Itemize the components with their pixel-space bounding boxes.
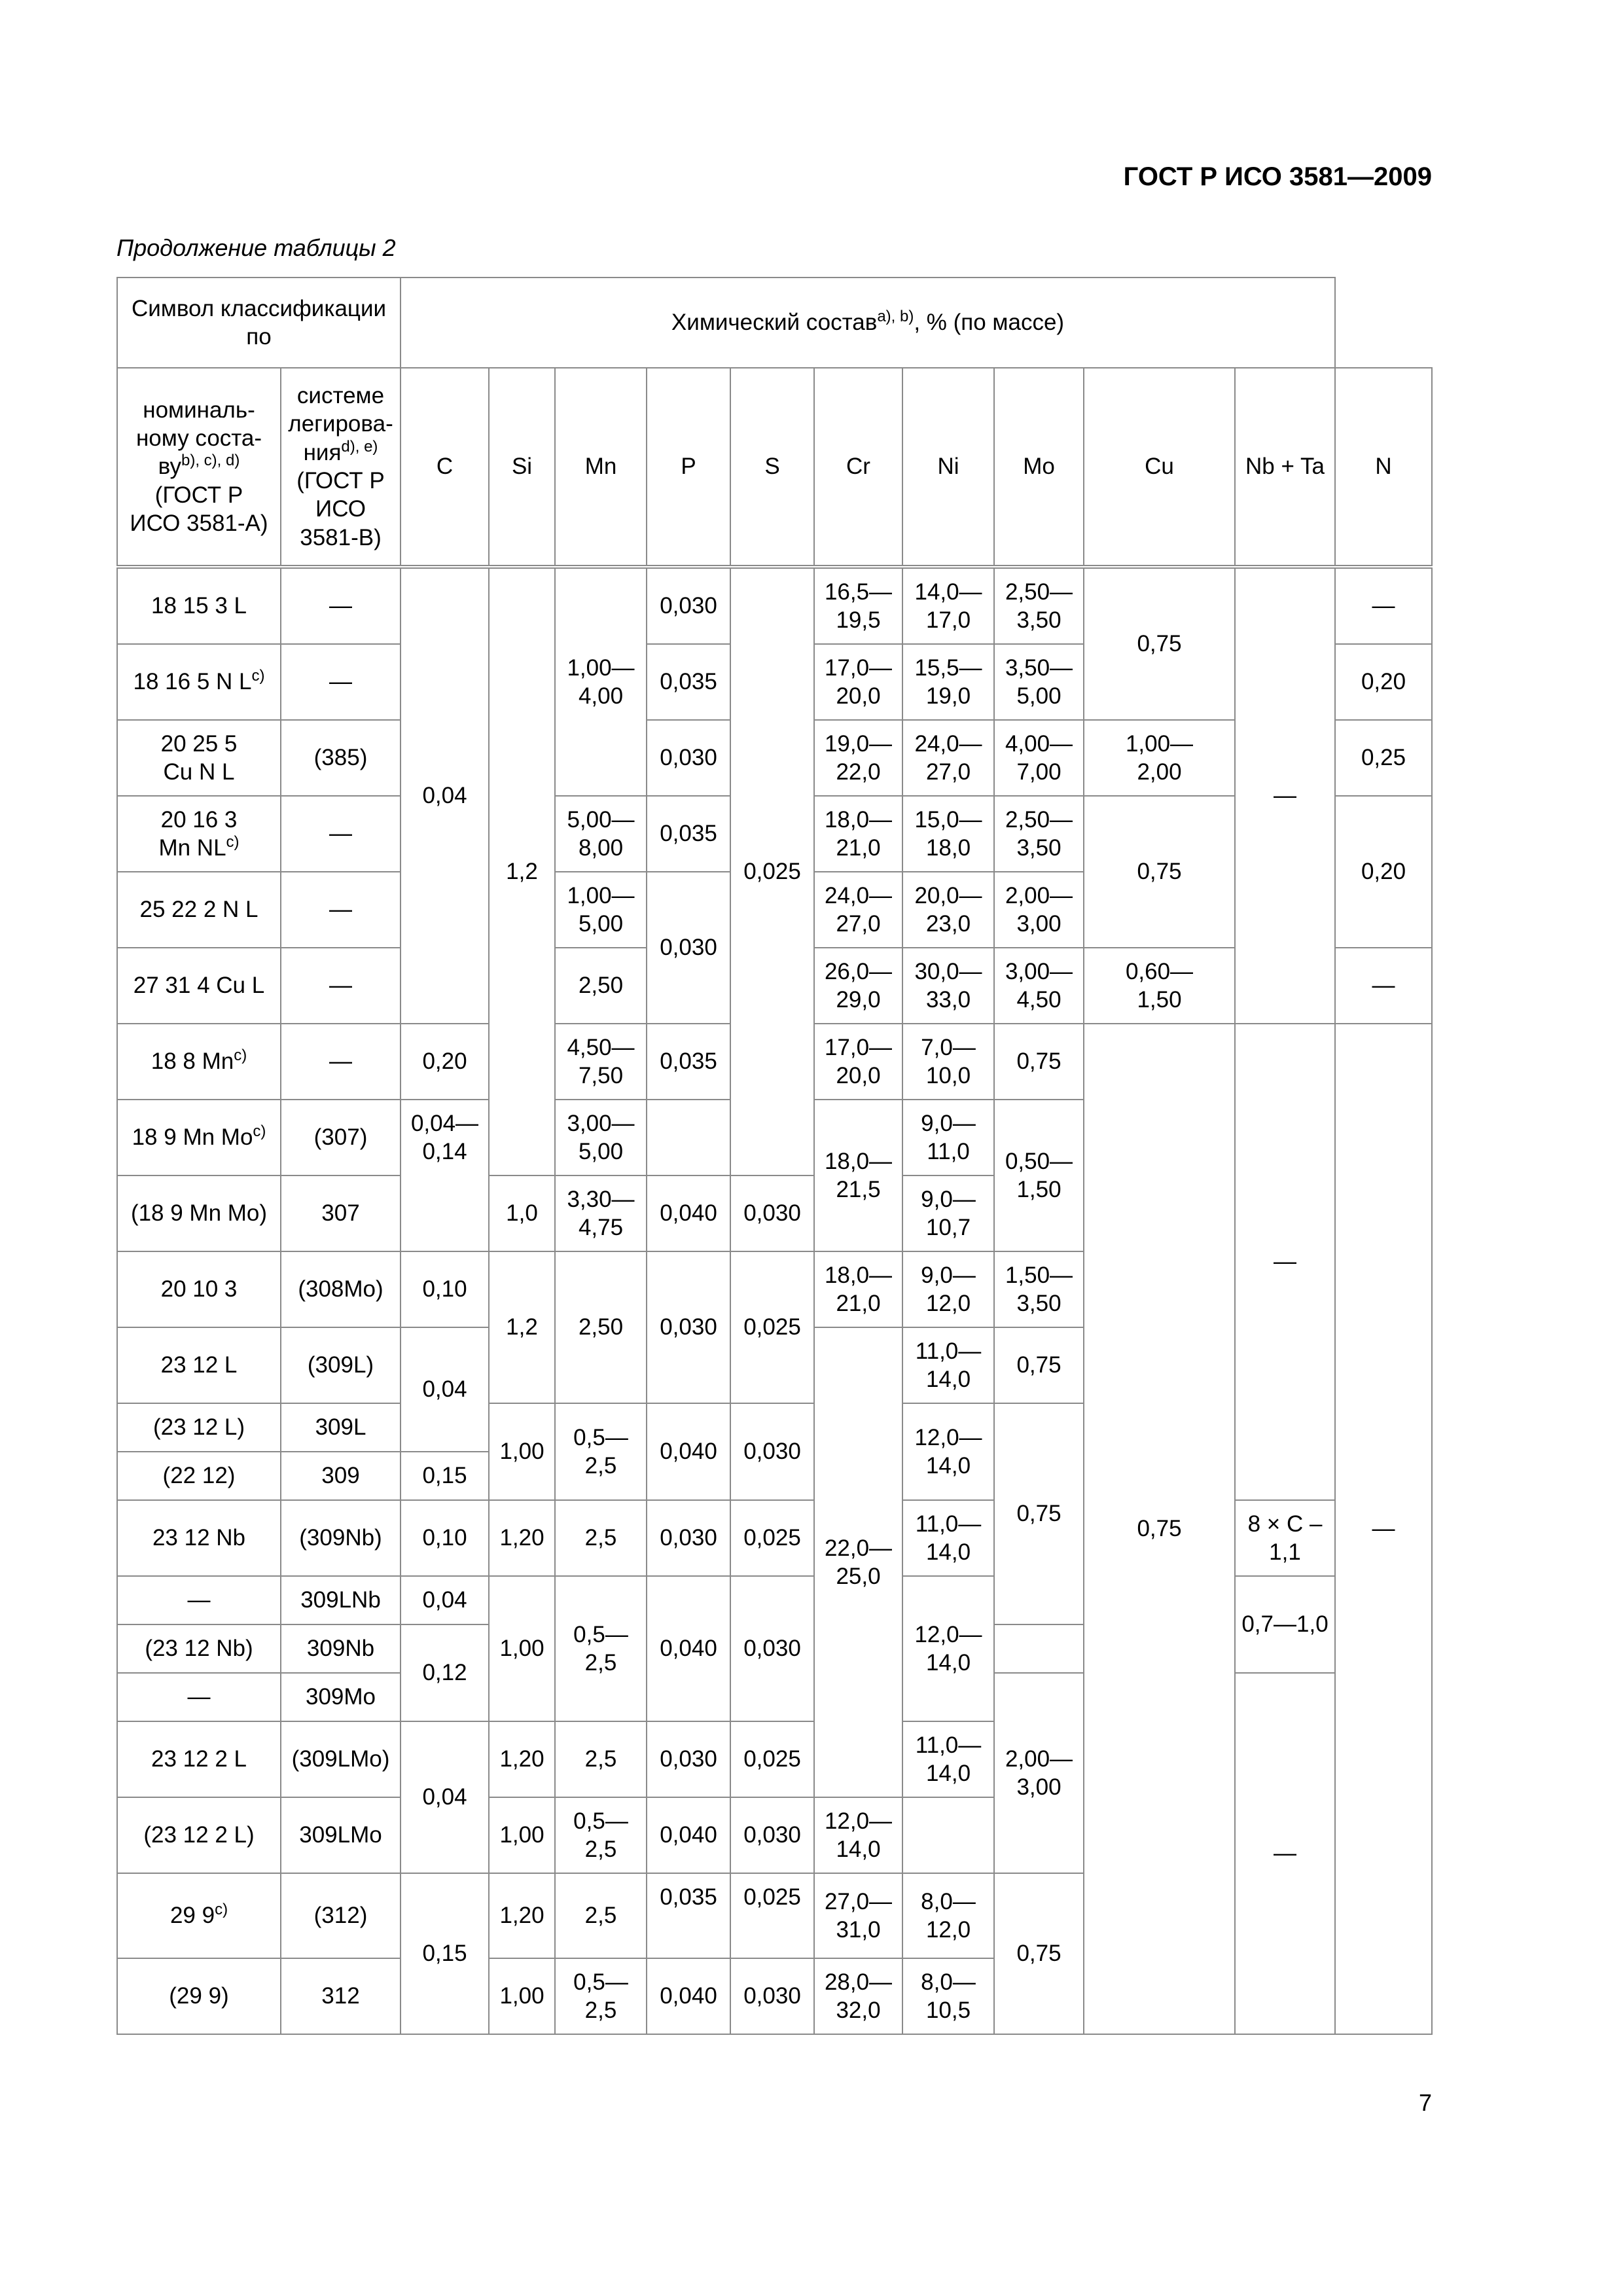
mn-cell: 0,5— 2,5 bbox=[555, 1958, 647, 2034]
alloy-cell: 309L bbox=[281, 1403, 401, 1452]
header-classification-symbol: Символ классификации по bbox=[117, 278, 401, 368]
header-element-p: P bbox=[647, 368, 730, 567]
nominal-text: 18 9 Mn Mo bbox=[132, 1124, 253, 1151]
alloy-cell: 309Mo bbox=[281, 1673, 401, 1721]
si-cell: 1,20 bbox=[489, 1721, 555, 1797]
mo-cell: 0,75 bbox=[994, 1024, 1084, 1100]
p-cell: 0,040 bbox=[647, 1797, 730, 1873]
mn-cell: 0,5— 2,5 bbox=[555, 1403, 647, 1500]
alloy-cell: — bbox=[281, 796, 401, 872]
nominal-cell: 23 12 Nb bbox=[117, 1500, 281, 1576]
si-cell: 1,0 bbox=[489, 1175, 555, 1251]
cu-cell: 0,75 bbox=[1084, 1024, 1235, 2034]
page-number: 7 bbox=[1418, 2089, 1432, 2116]
mo-cell: 0,75 bbox=[994, 1403, 1084, 1624]
mn-cell: 2,5 bbox=[555, 1500, 647, 1576]
n-cell: — bbox=[1335, 948, 1432, 1024]
composition-footnote: a), b) bbox=[877, 308, 914, 326]
nominal-cell: — bbox=[117, 1576, 281, 1624]
alloy-cell: (309Nb) bbox=[281, 1500, 401, 1576]
composition-label: Химический состав bbox=[671, 310, 878, 336]
alloy-cell: 307 bbox=[281, 1175, 401, 1251]
ni-cell: 11,0— 14,0 bbox=[902, 1500, 994, 1576]
s-cell: 0,030 bbox=[730, 1576, 814, 1721]
header-element-n: N bbox=[1335, 368, 1432, 567]
si-cell: 1,2 bbox=[489, 567, 555, 1175]
nominal-footnote: b), c), d) bbox=[181, 452, 240, 470]
nb-ta-cell: 8 × C – 1,1 bbox=[1235, 1500, 1335, 1576]
nominal-footnote: c) bbox=[251, 667, 265, 685]
cr-cell: 28,0— 32,0 bbox=[814, 1958, 902, 2034]
composition-unit: , % (по массе) bbox=[914, 310, 1065, 336]
s-cell: 0,025 bbox=[730, 1873, 814, 1958]
p-cell: 0,040 bbox=[647, 1576, 730, 1721]
cr-cell: 17,0— 20,0 bbox=[814, 644, 902, 720]
header-element-cu: Cu bbox=[1084, 368, 1235, 567]
ni-cell: 9,0— 10,7 bbox=[902, 1175, 994, 1251]
nominal-footnote: c) bbox=[226, 833, 240, 851]
ni-cell: 11,0— 14,0 bbox=[902, 1327, 994, 1403]
cr-cell: 18,0— 21,0 bbox=[814, 1251, 902, 1327]
cr-cell: 26,0— 29,0 bbox=[814, 948, 902, 1024]
si-cell: 1,20 bbox=[489, 1873, 555, 1958]
p-cell: 0,035 bbox=[647, 644, 730, 720]
alloy-standard: (ГОСТ Р ИСО 3581-В) bbox=[296, 468, 385, 550]
si-cell: 1,00 bbox=[489, 1576, 555, 1721]
c-cell: 0,15 bbox=[401, 1452, 489, 1500]
header-element-nb-ta: Nb + Ta bbox=[1235, 368, 1335, 567]
nominal-cell: 25 22 2 N L bbox=[117, 872, 281, 948]
header-chemical-composition bbox=[401, 278, 1335, 368]
p-cell: 0,035 bbox=[647, 1024, 730, 1100]
nb-ta-cell: — bbox=[1235, 1024, 1335, 1500]
ni-cell: 9,0— 12,0 bbox=[902, 1251, 994, 1327]
nominal-cell bbox=[117, 1100, 281, 1175]
c-cell: 0,15 bbox=[401, 1873, 489, 2034]
table-row bbox=[117, 567, 1432, 644]
n-cell: 0,25 bbox=[1335, 720, 1432, 796]
mn-cell: 2,50 bbox=[555, 1251, 647, 1403]
header-element-ni: Ni bbox=[902, 368, 994, 567]
p-cell: 0,030 bbox=[647, 567, 730, 644]
cr-cell: 18,0— 21,5 bbox=[814, 1100, 902, 1251]
cu-cell: 1,00— 2,00 bbox=[1084, 720, 1235, 796]
nominal-label: номиналь- ному соста- ву bbox=[135, 397, 262, 480]
composition-table bbox=[116, 277, 1433, 2035]
mn-cell: 4,50— 7,50 bbox=[555, 1024, 647, 1100]
mo-cell: 4,00— 7,00 bbox=[994, 720, 1084, 796]
n-cell: — bbox=[1335, 1024, 1432, 2034]
mo-cell: 3,50— 5,00 bbox=[994, 644, 1084, 720]
alloy-cell: 312 bbox=[281, 1958, 401, 2034]
mn-cell: 2,5 bbox=[555, 1873, 647, 1958]
alloy-cell: 309Nb bbox=[281, 1624, 401, 1673]
s-cell: 0,025 bbox=[730, 1500, 814, 1576]
header-element-s: S bbox=[730, 368, 814, 567]
n-cell: 0,20 bbox=[1335, 796, 1432, 948]
cu-cell: 0,75 bbox=[1084, 567, 1235, 720]
s-cell: 0,025 bbox=[730, 1721, 814, 1797]
document-code: ГОСТ Р ИСО 3581—2009 bbox=[1123, 162, 1432, 191]
cr-cell: 18,0— 21,0 bbox=[814, 796, 902, 872]
mo-cell: 1,50— 3,50 bbox=[994, 1251, 1084, 1327]
nominal-footnote: c) bbox=[215, 1901, 228, 1919]
nominal-text: 20 16 3 Mn NL bbox=[158, 806, 238, 861]
ni-cell: 12,0— 14,0 bbox=[814, 1797, 902, 1873]
table-caption: Продолжение таблицы 2 bbox=[116, 234, 396, 261]
ni-cell: 30,0— 33,0 bbox=[902, 948, 994, 1024]
p-cell: 0,030 bbox=[647, 872, 730, 1024]
header-alloy-system bbox=[281, 368, 401, 567]
mn-cell: 3,00— 5,00 bbox=[555, 1100, 647, 1175]
si-cell: 1,20 bbox=[489, 1500, 555, 1576]
c-cell: 0,12 bbox=[401, 1624, 489, 1721]
s-cell: 0,030 bbox=[730, 1175, 814, 1251]
alloy-cell: — bbox=[281, 567, 401, 644]
c-cell: 0,04 bbox=[401, 1327, 489, 1452]
nominal-cell: 20 10 3 bbox=[117, 1251, 281, 1327]
header-element-c: C bbox=[401, 368, 489, 567]
c-cell: 0,04 bbox=[401, 1576, 489, 1624]
n-cell: 0,20 bbox=[1335, 644, 1432, 720]
nominal-cell: 23 12 2 L bbox=[117, 1721, 281, 1797]
header-nominal-composition bbox=[117, 368, 281, 567]
mn-cell: 3,30— 4,75 bbox=[555, 1175, 647, 1251]
alloy-cell: (308Mo) bbox=[281, 1251, 401, 1327]
nominal-footnote: c) bbox=[253, 1122, 266, 1141]
alloy-cell: 309LMo bbox=[281, 1797, 401, 1873]
c-cell: 0,04 bbox=[401, 567, 489, 1024]
mn-cell: 0,5— 2,5 bbox=[555, 1797, 647, 1873]
nb-ta-cell: — bbox=[1235, 567, 1335, 1024]
nominal-cell: (23 12 L) bbox=[117, 1403, 281, 1452]
nominal-text: 29 9 bbox=[169, 1903, 215, 1929]
ni-cell: 9,0— 11,0 bbox=[902, 1100, 994, 1175]
p-cell: 0,040 bbox=[647, 1403, 730, 1500]
mn-cell: 0,5— 2,5 bbox=[555, 1576, 647, 1721]
mo-cell: 0,75 bbox=[994, 1327, 1084, 1403]
p-cell: 0,040 bbox=[647, 1175, 730, 1251]
alloy-cell: (307) bbox=[281, 1100, 401, 1175]
cu-cell: 0,60— 1,50 bbox=[1084, 948, 1235, 1024]
alloy-footnote: d), e) bbox=[341, 437, 378, 456]
ni-cell: 11,0— 14,0 bbox=[902, 1721, 994, 1797]
p-cell: 0,030 bbox=[647, 1251, 730, 1403]
alloy-cell: — bbox=[281, 644, 401, 720]
ni-cell: 15,0— 18,0 bbox=[902, 796, 994, 872]
cr-cell: 17,0— 20,0 bbox=[814, 1024, 902, 1100]
cr-cell: 16,5— 19,5 bbox=[814, 567, 902, 644]
p-cell: 0,035 bbox=[647, 1873, 730, 1958]
nominal-cell: (18 9 Mn Mo) bbox=[117, 1175, 281, 1251]
si-cell: 1,00 bbox=[489, 1403, 555, 1500]
alloy-cell: 309 bbox=[281, 1452, 401, 1500]
s-cell: 0,025 bbox=[730, 567, 814, 1175]
cr-cell: 19,0— 22,0 bbox=[814, 720, 902, 796]
nominal-text: 18 8 Mn bbox=[151, 1049, 234, 1075]
mn-cell: 1,00— 4,00 bbox=[555, 567, 647, 796]
alloy-cell: (312) bbox=[281, 1873, 401, 1958]
p-cell: 0,030 bbox=[647, 1721, 730, 1797]
table-row bbox=[117, 1500, 1432, 1576]
nominal-standard: (ГОСТ Р ИСО 3581-А) bbox=[130, 482, 268, 537]
nominal-cell: (23 12 Nb) bbox=[117, 1624, 281, 1673]
nb-ta-cell: — bbox=[1235, 1673, 1335, 2034]
mo-cell: 3,00— 4,50 bbox=[994, 948, 1084, 1024]
si-cell: 1,00 bbox=[489, 1958, 555, 2034]
c-cell: 0,04— 0,14 bbox=[401, 1100, 489, 1251]
p-cell: 0,030 bbox=[647, 1500, 730, 1576]
mo-cell: 2,50— 3,50 bbox=[994, 796, 1084, 872]
alloy-cell: (385) bbox=[281, 720, 401, 796]
mo-cell: 2,00— 3,00 bbox=[994, 1673, 1084, 1873]
nominal-cell bbox=[117, 644, 281, 720]
mo-cell: 2,00— 3,00 bbox=[994, 872, 1084, 948]
mo-cell: 2,50— 3,50 bbox=[994, 567, 1084, 644]
p-cell: 0,030 bbox=[647, 720, 730, 796]
alloy-label: системе легирова- ния bbox=[288, 382, 393, 465]
nominal-footnote: c) bbox=[234, 1047, 247, 1065]
cu-cell: 0,75 bbox=[1084, 796, 1235, 948]
ni-cell: 8,0— 12,0 bbox=[902, 1873, 994, 1958]
header-element-mn: Mn bbox=[555, 368, 647, 567]
alloy-cell: (309LMo) bbox=[281, 1721, 401, 1797]
mo-cell: 0,75 bbox=[994, 1873, 1084, 2034]
p-cell bbox=[647, 1100, 730, 1175]
nominal-cell: (23 12 2 L) bbox=[117, 1797, 281, 1873]
nominal-cell: 18 15 3 L bbox=[117, 567, 281, 644]
p-cell: 0,035 bbox=[647, 796, 730, 872]
mn-cell: 1,00— 5,00 bbox=[555, 872, 647, 948]
nominal-text: 18 16 5 N L bbox=[133, 669, 252, 695]
s-cell: 0,030 bbox=[730, 1403, 814, 1500]
mn-cell: 2,50 bbox=[555, 948, 647, 1024]
s-cell: 0,030 bbox=[730, 1958, 814, 2034]
alloy-cell: — bbox=[281, 948, 401, 1024]
nominal-cell bbox=[117, 1873, 281, 1958]
s-cell: 0,030 bbox=[730, 1797, 814, 1873]
nominal-cell bbox=[117, 796, 281, 872]
alloy-cell: (309L) bbox=[281, 1327, 401, 1403]
ni-cell: 7,0— 10,0 bbox=[902, 1024, 994, 1100]
alloy-cell: — bbox=[281, 872, 401, 948]
ni-cell: 20,0— 23,0 bbox=[902, 872, 994, 948]
c-cell: 0,20 bbox=[401, 1024, 489, 1100]
ni-cell: 12,0— 14,0 bbox=[902, 1576, 994, 1721]
alloy-cell: 309LNb bbox=[281, 1576, 401, 1624]
mo-cell: 0,50— 1,50 bbox=[994, 1100, 1084, 1251]
cr-cell: 22,0— 25,0 bbox=[814, 1327, 902, 1797]
nominal-cell bbox=[117, 1024, 281, 1100]
cr-cell: 27,0— 31,0 bbox=[814, 1873, 902, 1958]
nb-ta-cell: 0,7—1,0 bbox=[1235, 1576, 1335, 1673]
p-cell: 0,040 bbox=[647, 1958, 730, 2034]
mn-cell: 5,00— 8,00 bbox=[555, 796, 647, 872]
mn-cell: 2,5 bbox=[555, 1721, 647, 1797]
si-cell: 1,2 bbox=[489, 1251, 555, 1403]
n-cell: — bbox=[1335, 567, 1432, 644]
header-element-si: Si bbox=[489, 368, 555, 567]
c-cell: 0,10 bbox=[401, 1500, 489, 1576]
ni-cell: 15,5— 19,0 bbox=[902, 644, 994, 720]
ni-cell: 24,0— 27,0 bbox=[902, 720, 994, 796]
header-element-mo: Mo bbox=[994, 368, 1084, 567]
ni-cell: 8,0— 10,5 bbox=[902, 1958, 994, 2034]
si-cell: 1,00 bbox=[489, 1797, 555, 1873]
c-cell: 0,10 bbox=[401, 1251, 489, 1327]
ni-cell: 12,0— 14,0 bbox=[902, 1403, 994, 1500]
cr-cell: 24,0— 27,0 bbox=[814, 872, 902, 948]
ni-cell: 14,0— 17,0 bbox=[902, 567, 994, 644]
nominal-cell: 23 12 L bbox=[117, 1327, 281, 1403]
nominal-cell: 20 25 5 Cu N L bbox=[117, 720, 281, 796]
table-row bbox=[117, 1576, 1432, 1624]
header-element-cr: Cr bbox=[814, 368, 902, 567]
c-cell: 0,04 bbox=[401, 1721, 489, 1873]
nominal-cell: (22 12) bbox=[117, 1452, 281, 1500]
nominal-cell: 27 31 4 Cu L bbox=[117, 948, 281, 1024]
s-cell: 0,025 bbox=[730, 1251, 814, 1403]
alloy-cell: — bbox=[281, 1024, 401, 1100]
nominal-cell: — bbox=[117, 1673, 281, 1721]
nominal-cell: (29 9) bbox=[117, 1958, 281, 2034]
